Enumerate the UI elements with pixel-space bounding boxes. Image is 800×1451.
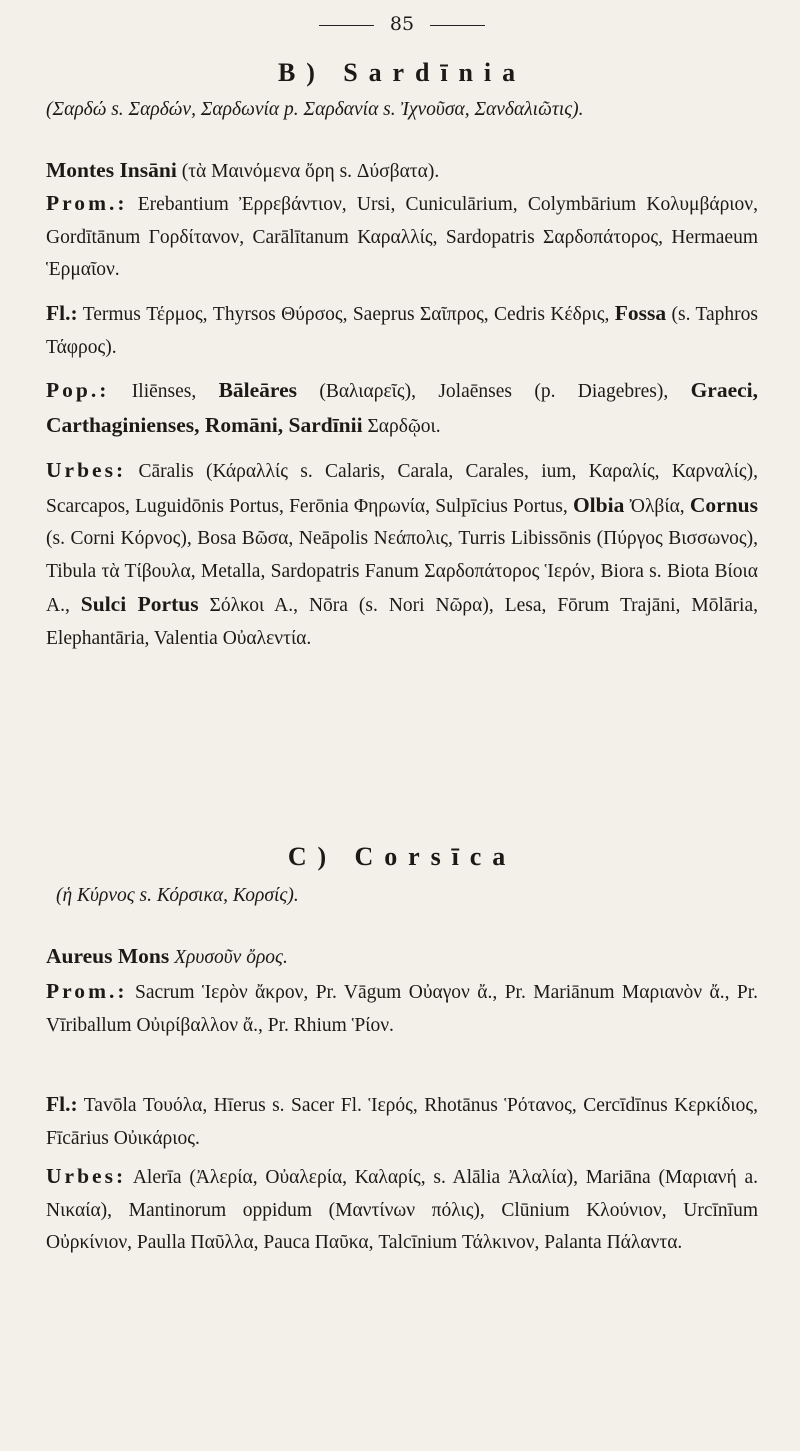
- sardinia-urbes: [46, 454, 758, 655]
- sardinia-pop-label: Pop.:: [46, 378, 110, 402]
- sardinia-pop-text-2: (Βαλιαρεῖς), Jolaēnses (p. Diagebres),: [319, 381, 669, 402]
- sardinia-urbes-sulci: Sulci Portus: [80, 592, 199, 616]
- corsica-prom-text: Sacrum Ἱερὸν ἄκρον, Pr. Vāgum Οὐαγον ἄ., Pr. Mariānum Μαριανὸν ἄ., Pr. Vīriballum Οὐιρίβαλλον ἄ., Pr. Rhium Ῥίον.: [46, 982, 759, 1036]
- sardinia-heading: B) Sardīnia: [278, 58, 526, 87]
- sardinia-fl-fossa: Fossa: [614, 301, 667, 325]
- sardinia-pop-peoples: Graeci, Carthaginienses, Romāni, Sardīnii: [46, 378, 759, 437]
- sardinia-montes-text: (τὰ Μαινόμενα ὄρη s. Δύσβατα).: [181, 161, 440, 182]
- corsica-urbes: [46, 1160, 758, 1260]
- sardinia-names-text: (Σαρδώ s. Σαρδών, Σαρδωνία p. Σαρδανία s. Ἰχνοῦσα, Σανδαλιῶτις).: [46, 99, 584, 120]
- rule-left: [319, 25, 374, 26]
- corsica-urbes-text: Alerīa (Ἀλερία, Οὐαλερία, Καλαρίς, s. Alālia Ἀλαλία), Mariāna (Μαριανή a. Νικαία), Mantinorum oppidum (Μαντίνων πόλις), Clūnium Κλούνιον, Urcīnīum Οὐρκίνιον, Paulla Παῦλλα, Pauca Παῦκα, Talcīnium Τάλκινον, Palanta Πάλαντα.: [46, 1167, 758, 1253]
- sardinia-montes: [46, 154, 758, 189]
- rule-right: [430, 25, 485, 26]
- sardinia-urbes-text-1: Cāralis (Κάραλλίς s. Calaris, Carala, Carales, ium, Καραλίς, Καρναλίς), Scarcapos, Luguidōnis Portus, Ferōnia Φηρωνία, Sulpīcius Portus,: [46, 461, 759, 517]
- sardinia-montes-label: Montes Insāni: [46, 158, 177, 182]
- sardinia-pop-baleares: Bāleāres: [218, 378, 297, 402]
- sardinia-prom-label: Prom.:: [46, 191, 128, 215]
- corsica-aureus: [46, 940, 758, 975]
- sardinia-urbes-text-4: Σόλκοι Α., Nōra (s. Nori Νῶρα), Lesa, Fōrum Trajāni, Mōlāria, Elephantāria, Valentia Οὐαλεντία.: [46, 595, 758, 649]
- corsica-prom: [46, 975, 758, 1042]
- sardinia-fl-text-1: Termus Τέρμος, Thyrsos Θύρσος, Saeprus Σαῖπρος, Cedris Κέδρις,: [82, 304, 610, 325]
- sardinia-names: [46, 94, 758, 127]
- corsica-heading: C) Corsīca: [287, 842, 517, 871]
- sardinia-pop-text-3: Σαρδῷοι.: [367, 415, 441, 437]
- corsica-urbes-label: Urbes:: [46, 1164, 127, 1188]
- sardinia-urbes-cornus: Cornus: [689, 492, 758, 517]
- corsica-fl-text: Tavōla Τουόλα, Hīerus s. Sacer Fl. Ἱερός, Rhotānus Ῥότανος, Cercīdīnus Κερκίδιος, Fīcārius Οὐικάριος.: [46, 1095, 758, 1149]
- sardinia-pop: [46, 374, 758, 443]
- sardinia-fl: [46, 297, 758, 364]
- corsica-prom-label: Prom.:: [46, 979, 128, 1003]
- sardinia-fl-text-2: (s. Taphros Τάφρος).: [46, 304, 758, 358]
- sardinia-urbes-olbia: Olbia: [572, 492, 625, 517]
- corsica-fl-label: Fl.:: [46, 1092, 78, 1116]
- page: [46, 0, 758, 1451]
- corsica-aureus-text: Χρυσοῦν ὄρος.: [174, 947, 288, 968]
- page-number-line: [46, 12, 758, 36]
- sardinia-urbes-text-2: Ὀλβία,: [629, 495, 685, 517]
- corsica-aureus-label: Aureus Mons: [46, 944, 170, 968]
- corsica-names: [46, 880, 758, 913]
- sardinia-urbes-text-3: (s. Corni Κόρνος), Bosa Βῶσα, Neāpolis Νεάπολις, Turris Libissōnis (Πύργος Βισσωνος), Tibula τὰ Τίβουλα, Metalla, Sardopatris Fanum Σαρδοπάτορος Ἱερόν, Biora s. Biota Βίοια Α.,: [46, 528, 758, 616]
- page-number: 85: [389, 13, 415, 35]
- corsica-names-text: (ἡ Κύρνος s. Κόρσικα, Κορσίς).: [56, 885, 299, 906]
- sardinia-pop-text-1: Iliēnses,: [131, 381, 197, 402]
- sardinia-fl-label: Fl.:: [46, 301, 78, 325]
- sardinia-prom: [46, 187, 758, 287]
- corsica-fl: [46, 1088, 758, 1155]
- sardinia-prom-text: Erebantium Ἐρρεβάντιον, Ursi, Cuniculārium, Colymbārium Κολυμβάριον, Gordītānum Γορδίτανον, Carālītanum Καραλλίς, Sardopatris Σαρδοπάτορος, Hermaeum Ἑρμαῖον.: [46, 194, 758, 280]
- sardinia-urbes-label: Urbes:: [46, 458, 127, 482]
